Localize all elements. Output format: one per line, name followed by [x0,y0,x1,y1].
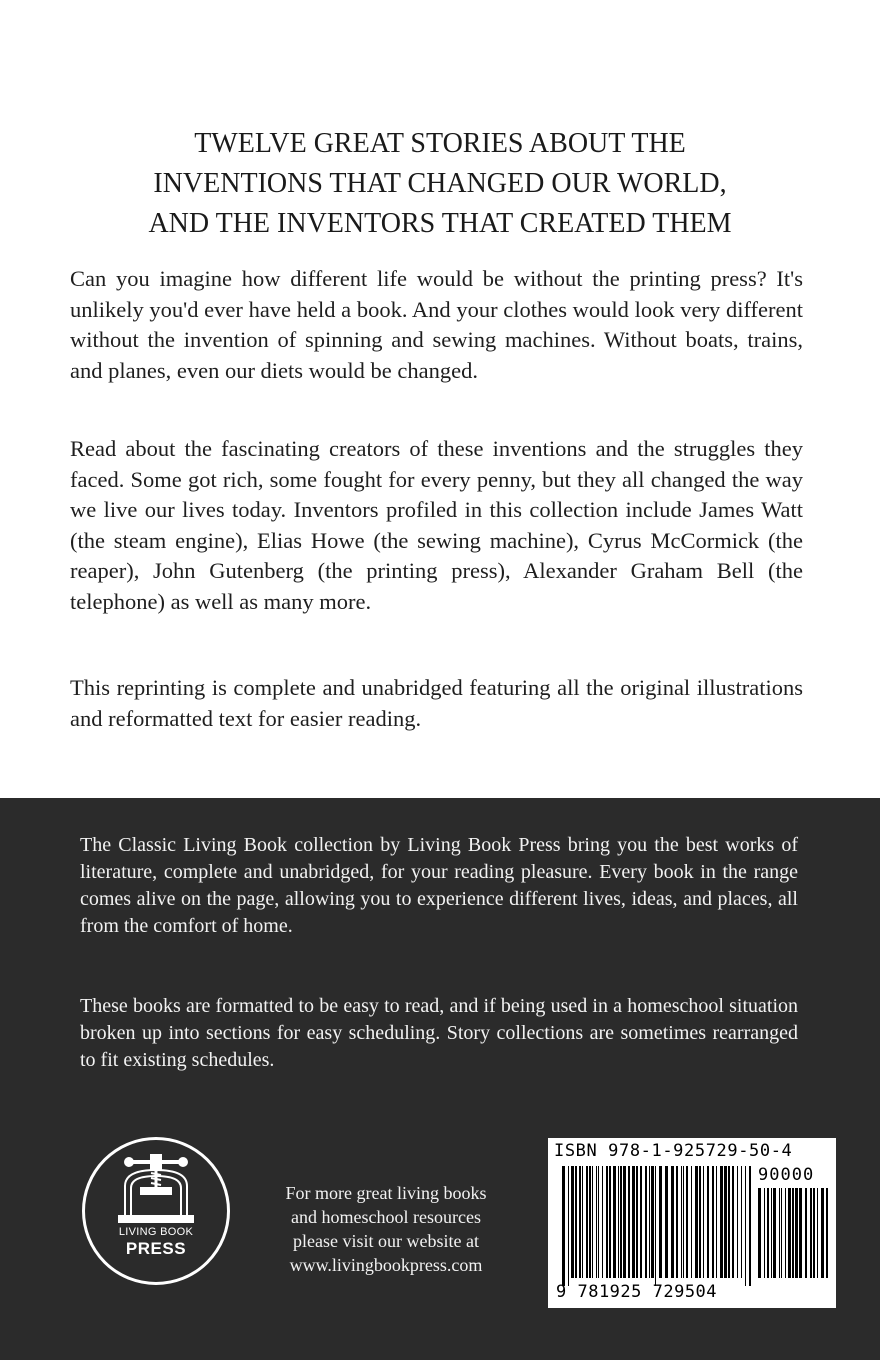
barcode-bars [562,1166,752,1286]
barcode-bar [598,1166,599,1278]
barcode-digits: 9 781925 729504 [556,1282,718,1302]
website-promo-line-1: For more great living books [285,1183,487,1203]
isbn-label: ISBN 978-1-925729-50-4 [554,1141,793,1161]
logo-line-2: PRESS [125,1239,187,1258]
barcode-bar [707,1166,709,1278]
barcode-bar [771,1188,772,1278]
barcode-bar [805,1188,807,1278]
barcode-bar [779,1188,780,1278]
description-paragraph-3: This reprinting is complete and unabridged featuring all the original illustrations and reformatted text for easier reading. [70,675,803,731]
barcode-bar [764,1188,765,1278]
barcode-bar [788,1188,791,1278]
headline-line-1: TWELVE GREAT STORIES ABOUT THE [194,128,686,159]
barcode-bar [651,1166,654,1278]
barcode-bar [568,1166,569,1286]
website-promo-line-2: and homeschool resources [291,1207,481,1227]
barcode-bar [645,1166,647,1278]
barcode-bar [795,1188,798,1278]
barcode-bar [671,1166,674,1278]
barcode-bar [792,1188,794,1278]
barcode-bar [606,1166,608,1278]
series-paragraph-1: The Classic Living Book collection by Living Book Press bring you the best works of literature, complete and unabridged, for your reading pleasure. Every book in the range comes alive on the page, allowing you to experience different lives, ideas, and places, all from the comfort of home. [80,834,798,937]
barcode-bar [575,1166,577,1278]
barcode-bar [618,1166,619,1278]
barcode-bar [655,1166,656,1286]
barcode-bar [562,1166,565,1286]
barcode-bar [799,1188,802,1278]
barcode-bar [785,1188,786,1278]
barcode-bar [620,1166,622,1278]
barcode-bar [781,1188,782,1278]
barcode-bar [810,1188,812,1278]
barcode-bar [686,1166,688,1278]
barcode-bar [665,1166,668,1278]
barcode-bar [571,1166,574,1278]
barcode-bar [826,1188,828,1278]
barcode-bar [582,1166,583,1278]
barcode-bar [609,1166,611,1278]
barcode-bar [767,1188,769,1278]
barcode-bar [628,1166,630,1278]
headline-line-2: INVENTIONS THAT CHANGED OUR WORLD, [153,168,727,199]
barcode-bar [602,1166,603,1278]
description-paragraph-1: Can you imagine how different life would be without the printing press? It's unlikely you'd ever have held a book. And your clothes would look very different without the invention of spinning and sewing machines. Without boats, trains, and planes, even our diets would be changed. [70,266,803,383]
barcode-bar [741,1166,742,1278]
barcode-bar [773,1188,776,1278]
barcode-bar [749,1166,751,1286]
barcode-bar [724,1166,727,1278]
barcode-bar [579,1166,581,1278]
barcode-bar [712,1166,714,1278]
barcode-bar [716,1166,717,1278]
book-press-icon [85,1140,227,1282]
barcode-bar [589,1166,591,1278]
barcode-bar [623,1166,626,1278]
barcode-bar [821,1188,824,1278]
publisher-logo [82,1137,230,1285]
barcode-bar [728,1166,730,1278]
logo-line-1: LIVING BOOK [118,1226,194,1238]
price-code: 90000 [758,1165,815,1185]
barcode-bar [596,1166,597,1278]
barcode-bar [691,1166,692,1278]
barcode-bar [632,1166,635,1278]
description-paragraph-2: Read about the fascinating creators of these inventions and the struggles they faced. Some got rich, some fought for every penny, but they all changed the way we live our lives today. Inventors profiled in this collection include James Watt (the steam engine), Elias Howe (the sewing machine), Cyrus McCormick (the reaper), John Gutenberg (the printing press), Alexander Graham Bell (the telephone) as well as many more. [70,436,803,614]
barcode-bar [699,1166,701,1278]
barcode-bar [813,1188,815,1278]
barcode-bar [683,1166,684,1278]
barcode-bar [732,1166,734,1278]
headline [70,124,810,244]
barcode-bar [737,1166,738,1278]
barcode-bar [659,1166,662,1278]
website-url: www.livingbookpress.com [289,1255,483,1275]
barcode-bar [613,1166,616,1278]
headline-line-3: AND THE INVENTORS THAT CREATED THEM [148,208,732,239]
barcode-bar [695,1166,698,1278]
barcode-bar [676,1166,678,1278]
barcode-bar [592,1166,593,1278]
barcode-bar [758,1188,761,1278]
barcode-bar [703,1166,704,1278]
series-paragraph-2: These books are formatted to be easy to read, and if being used in a homeschool situation broken up into sections for easy scheduling. Story collections are sometimes rearranged to fit existing schedules. [80,995,798,1071]
barcode-bar [640,1166,642,1278]
barcode-bar [636,1166,638,1278]
barcode-bar [649,1166,650,1278]
isbn-barcode [548,1138,836,1308]
barcode-bar [720,1166,723,1278]
barcode-bar [817,1188,818,1278]
website-promo [252,1181,520,1277]
barcode-bar [586,1166,588,1278]
barcode-bar [681,1166,682,1278]
website-promo-line-3: please visit our website at [293,1231,479,1251]
barcode-addon-bars [758,1188,830,1282]
barcode-bar [745,1166,746,1286]
